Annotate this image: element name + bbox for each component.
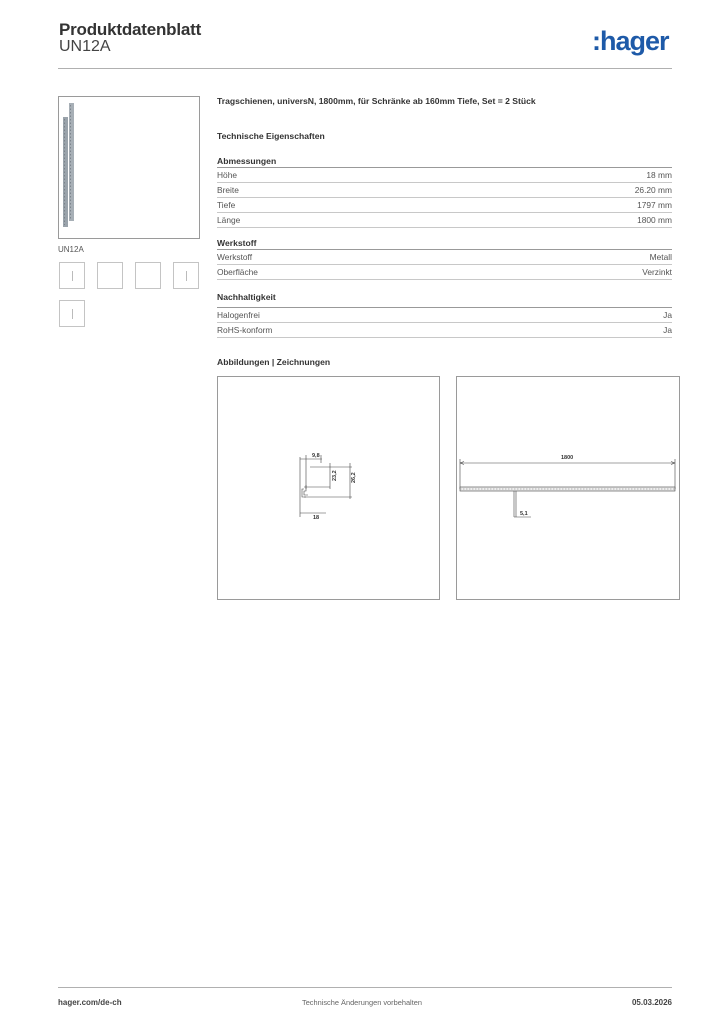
spec-label: Halogenfrei [217, 310, 260, 320]
footer-disclaimer: Technische Änderungen vorbehalten [302, 998, 422, 1007]
image-caption: UN12A [58, 245, 84, 254]
footer-website-link[interactable]: hager.com/de-ch [58, 998, 122, 1007]
thumbnail-1[interactable] [59, 262, 85, 289]
spec-row [217, 308, 672, 323]
cross-section-drawing-icon [218, 377, 439, 599]
dimension-label: 18 [313, 515, 320, 521]
section-title-sustainability: Nachhaltigkeit [217, 292, 276, 302]
spec-row [217, 198, 672, 213]
thumbnail-3[interactable] [135, 262, 161, 289]
spec-value: Ja [663, 325, 672, 335]
rail-image-icon [59, 97, 199, 238]
spec-label: Breite [217, 185, 239, 195]
thumbnail-4[interactable] [173, 262, 199, 289]
footer-divider [58, 987, 672, 988]
drawing-cross-section[interactable] [217, 376, 440, 600]
dimension-label: 9,8 [312, 453, 320, 459]
spec-value: Verzinkt [642, 267, 672, 277]
spec-label: Tiefe [217, 200, 236, 210]
hager-logo: :hager [592, 26, 669, 56]
spec-row [217, 250, 672, 265]
dimension-label: 23,2 [332, 470, 338, 481]
technical-properties-heading: Technische Eigenschaften [217, 131, 325, 141]
spec-row [217, 213, 672, 228]
spec-label: RoHS-konform [217, 325, 273, 335]
dimension-label: 1800 [561, 455, 574, 461]
spec-value: Ja [663, 310, 672, 320]
footer-date: 05.03.2026 [631, 998, 672, 1007]
product-description: Tragschienen, universN, 1800mm, für Schränke ab 160mm Tiefe, Set = 2 Stück [217, 96, 536, 106]
spec-row [217, 168, 672, 183]
header-divider [58, 68, 672, 69]
spec-row [217, 183, 672, 198]
spec-value: 1797 mm [637, 200, 672, 210]
spec-row [217, 265, 672, 280]
side-view-drawing-icon [457, 377, 679, 599]
spec-label: Werkstoff [217, 252, 253, 262]
thumbnail-5[interactable] [59, 300, 85, 327]
main-product-image[interactable] [58, 96, 200, 239]
document-title: Produktdatenblatt [59, 20, 202, 39]
drawing-side-view[interactable] [456, 376, 680, 600]
figures-heading: Abbildungen | Zeichnungen [217, 357, 331, 367]
spec-row [217, 323, 672, 338]
section-title-material: Werkstoff [217, 238, 257, 248]
spec-label: Oberfläche [217, 267, 258, 277]
spec-label: Länge [217, 215, 241, 225]
spec-label: Höhe [217, 170, 238, 180]
spec-value: Metall [649, 252, 672, 262]
product-code: UN12A [59, 38, 111, 55]
spec-value: 26.20 mm [634, 185, 672, 195]
section-title-dimensions: Abmessungen [217, 156, 277, 166]
spec-value: 1800 mm [637, 215, 672, 225]
spec-value: 18 mm [646, 170, 672, 180]
dimension-label: 26,2 [351, 472, 357, 483]
dimension-label: 5,1 [520, 511, 528, 517]
thumbnail-2[interactable] [97, 262, 123, 289]
